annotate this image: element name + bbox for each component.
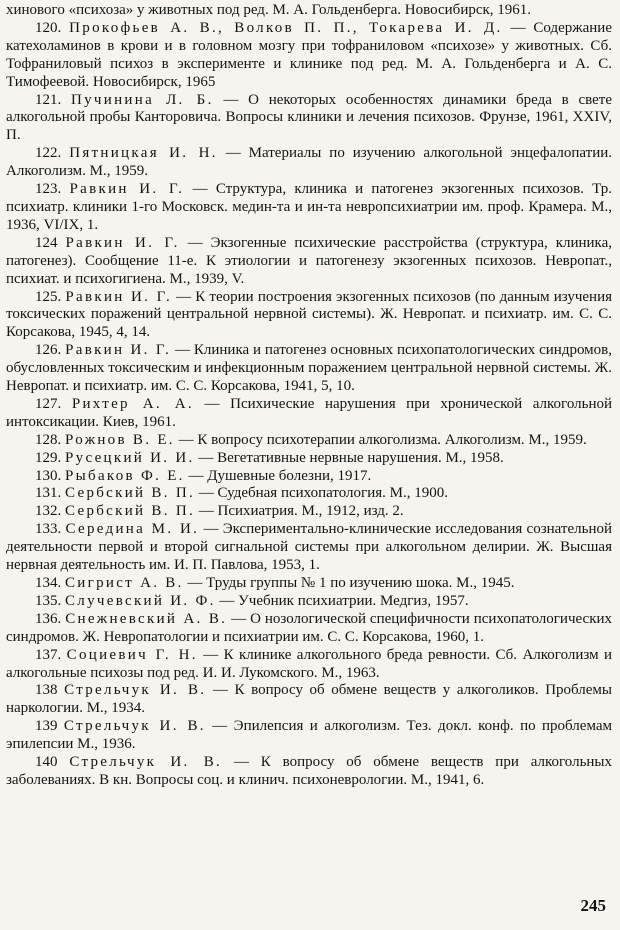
entry-text: — Структура, клиника и патогенез экзогенных психозов. Тр. психиатр. клиники 1-го Московск. медин-та и ин-та невропсихиатрии им. проф. Крамера. М., 1936, VI/IX, 1. (6, 181, 613, 233)
entry-text: — Эпилепсия и алкоголизм. Тез. докл. конф. по проблемам эпилепсии М., 1936. (6, 718, 612, 753)
entry-text: — Психические нарушения при хронической алкогольной интоксикации. Киев, 1961. (6, 395, 612, 430)
entry-number: 122. (35, 145, 62, 162)
entry-author: Случевский И. Ф. (65, 592, 216, 609)
reference-entry (6, 145, 612, 181)
entry-number: 139 (35, 718, 58, 735)
entry-text: — О некоторых особенностях динамики бреда в свете алкогольной пробы Канторовича. Вопросы клиники и лечения психозов. Фрунзе, 1961, XXIV, П. (6, 91, 612, 144)
entry-author: Стрельчук И. В. (69, 754, 223, 771)
reference-entry (6, 342, 612, 396)
entry-text: — Экзогенные психические расстройства (структура, клиника, патогенез). Сообщение 11-е. К этиологии и патогенезу экзогенных психозов. Невропат., психиат. и психогигиена. М., 1939, V. (6, 234, 613, 287)
reference-list (6, 2, 612, 790)
entry-author: Равкин И. Г. (65, 342, 172, 359)
entry-author: Равкин И. Г. (69, 181, 185, 198)
reference-entry (6, 593, 612, 611)
entry-number: 126. (35, 342, 62, 359)
entry-number: 135. (35, 592, 62, 609)
entry-number: 124 (35, 234, 58, 251)
entry-author: Сербский В. П. (65, 503, 196, 520)
entry-number: 131. (35, 485, 62, 502)
entry-author: Снежневский А. В. (65, 610, 228, 627)
entry-number: 127. (35, 395, 62, 412)
reference-entry (6, 754, 612, 790)
entry-number: 136. (35, 610, 62, 627)
entry-author: Стрельчук И. В. (63, 718, 206, 735)
entry-author: Русецкий И. И. (65, 449, 195, 466)
reference-entry (6, 20, 612, 92)
entry-number: 123. (35, 181, 62, 198)
entry-author: Сигрист А. В. (65, 575, 184, 591)
reference-entry (6, 718, 612, 754)
reference-entry (6, 289, 612, 343)
reference-entry (6, 485, 612, 503)
reference-entry (6, 647, 612, 683)
entry-text: — К вопросу психотерапии алкоголизма. Алкоголизм. М., 1959. (178, 431, 587, 448)
entry-text: — Материалы по изучению алкогольной энцефалопатии. Алкоголизм. М., 1959. (6, 145, 613, 180)
entry-text: — Учебник психиатрии. Медгиз, 1957. (219, 592, 469, 609)
entry-author: Прокофьев А. В., Волков П. П., Токарева И. Д. (69, 19, 503, 36)
entry-text: — Содержание катехоламинов в крови и в головном мозгу при тофраниловом «психозе» у животных. Сб. Тофраниловый психоз в эксперименте и клинике под ред. М. А. Гольденберга и А. С. Тимофеевой. Новосибирск, 1965 (6, 19, 612, 90)
entry-author: Рихтер А. А. (71, 395, 194, 412)
reference-entry (6, 181, 612, 235)
reference-entry (6, 503, 612, 521)
reference-entry (6, 682, 612, 718)
page-number: 245 (580, 896, 606, 915)
entry-number: 137. (35, 646, 62, 663)
entry-author: Рыбаков Ф. Е. (65, 467, 185, 484)
entry-number: 121. (35, 91, 62, 108)
entry-author: Пятницкая И. Н. (69, 145, 218, 162)
entry-author: Рожнов В. Е. (65, 431, 175, 448)
entry-number: 133. (35, 521, 62, 538)
entry-author: Стрельчук И. В. (64, 682, 207, 699)
reference-entry (6, 396, 612, 432)
entry-number: 132. (35, 503, 62, 520)
entry-text: — Психиатрия. М., 1912, изд. 2. (198, 503, 404, 520)
entry-author: Пучинина Л. Б. (71, 91, 214, 108)
reference-entry (6, 575, 612, 593)
entries-container (6, 20, 612, 790)
reference-entry (6, 92, 612, 146)
reference-entry (6, 611, 612, 647)
entry-author: Середина М. И. (65, 521, 200, 538)
entry-text: — Труды группы № 1 по изучению шока. М., 1945. (187, 575, 515, 591)
entry-number: 130. (35, 467, 62, 484)
entry-text: — Клиника и патогенез основных психопатологических синдромов, обусловленных токсическим и инфекционным поражением центральной нервной системы. Ж. Невропат. и психиатр. им. С. С. Корсакова, 1941, 5, 10. (6, 342, 612, 395)
entry-text: — Экспериментально-клинические исследования сознательной деятельности первой и второй сигнальной системы при алкогольном делирии. Ж. Высшая нервная деятельность им. И. П. Павлова, 1953, 1. (6, 521, 613, 574)
entry-text: — Судебная психопатология. М., 1900. (198, 485, 448, 502)
entry-text: — Душевные болезни, 1917. (188, 467, 372, 484)
entry-number: 138 (35, 682, 58, 699)
entry-text: — К теории построения экзогенных психозов (по данным изучения токсических поражений центральной нервной системы). Ж. Невропат. и психиатр. им. С. С. Корсакова, 1945, 4, 14. (6, 288, 612, 341)
reference-entry (6, 521, 612, 575)
entry-number: 120. (35, 19, 62, 36)
continued-entry: хинового «психоза» у животных под ред. М. А. Гольденберга. Новосибирск, 1961. (6, 2, 532, 18)
reference-entry (6, 432, 612, 450)
reference-entry (6, 450, 612, 468)
entry-author: Социевич Г. Н. (66, 646, 198, 663)
entry-text: — К вопросу об обмене веществ при алкогольных заболеваниях. В кн. Вопросы соц. и клинич. психоневрологии. М., 1941, 6. (6, 754, 613, 788)
entry-number: 140 (35, 754, 58, 771)
reference-entry (6, 468, 612, 486)
entry-author: Равкин И. Г. (65, 234, 180, 251)
entry-number: 125. (35, 288, 62, 305)
entry-text: — Вегетативные нервные нарушения. М., 1958. (198, 449, 504, 466)
reference-entry (6, 235, 612, 289)
entry-number: 134. (35, 575, 62, 591)
entry-author: Сербский В. П. (65, 485, 196, 502)
entry-author: Равкин И. Г. (65, 288, 172, 305)
entry-text: — О нозологической специфичности психопатологических синдромов. Ж. Невропатологии и психиатрии им. С. С. Корсакова, 1960, 1. (6, 610, 613, 645)
entry-text: — К вопросу об обмене веществ у алкоголиков. Проблемы наркологии. М., 1934. (6, 682, 613, 717)
entry-number: 129. (35, 449, 62, 466)
entry-text: — К клинике алкогольного бреда ревности. Сб. Алкоголизм и алкогольные психозы под ред. И. И. Лукомского. М., 1963. (6, 646, 613, 681)
entry-number: 128. (35, 431, 62, 448)
